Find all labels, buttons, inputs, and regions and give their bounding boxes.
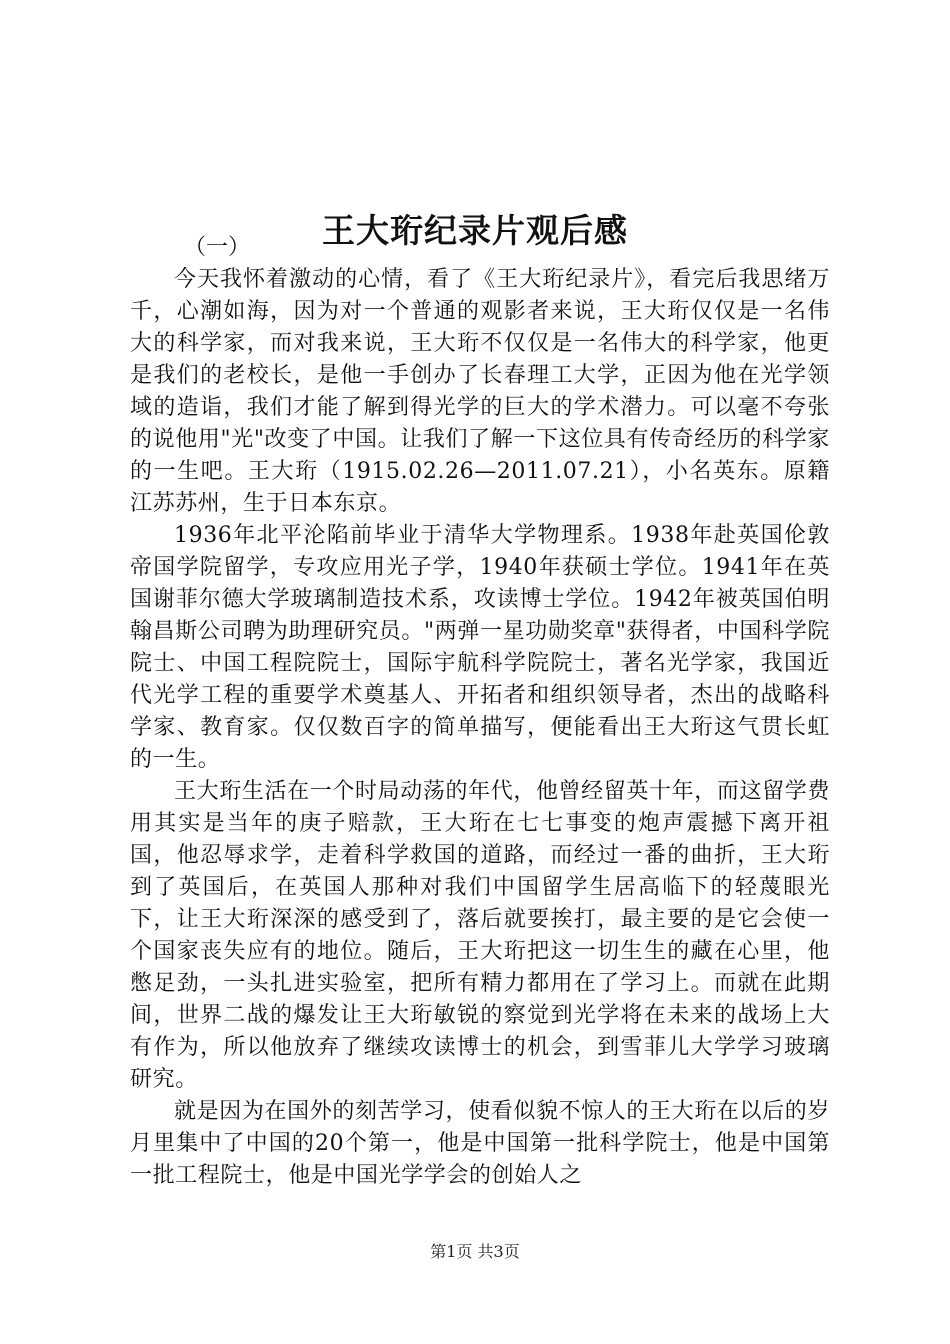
paragraph-2: 1936年北平沦陷前毕业于清华大学物理系。1938年赴英国伦敦帝国学院留学，专攻应用光子学，1940年获硕士学位。1941年在英国谢菲尔德大学玻璃制造技术系，攻读博士学位。1942年被英国伯明翰昌斯公司聘为助理研究员。"两弹一星功勋奖章"获得者，中国科学院院士、中国工程院院士，国际宇航科学院院士，著名光学家，我国近代光学工程的重要学术奠基人、开拓者和组织领导者，杰出的战略科学家、教育家。仅仅数百字的简单描写，便能看出王大珩这气贯长虹的一生。 (130, 523, 830, 772)
page-footer: 第1页 共3页 (430, 1242, 520, 1261)
paragraph-1: 今天我怀着激动的心情，看了《王大珩纪录片》，看完后我思绪万千，心潮如海，因为对一个普通的观影者来说，王大珩仅仅是一名伟大的科学家，而对我来说，王大珩不仅仅是一名伟大的科学家，他更是我们的老校长，是他一手创办了长春理工大学，正因为他在光学领域的造诣，我们才能了解到得光学的巨大的学术潜力。可以毫不夸张的说他用"光"改变了中国。让我们了解一下这位具有传奇经历的科学家的一生吧。王大珩（1915.02.26—2011.07.21），小名英东。原籍江苏苏州，生于日本东京。 (130, 267, 830, 516)
paragraph-3: 王大珩生活在一个时局动荡的年代，他曾经留英十年，而这留学费用其实是当年的庚子赔款，王大珩在七七事变的炮声震撼下离开祖国，他忍辱求学，走着科学救国的道路，而经过一番的曲折，王大珩到了英国后，在英国人那种对我们中国留学生居高临下的轻蔑眼光下，让王大珩深深的感受到了，落后就要挨打，最主要的是它会使一个国家丧失应有的地位。随后，王大珩把这一切生生的藏在心里，他憋足劲，一头扎进实验室，把所有精力都用在了学习上。而就在此期间，世界二战的爆发让王大珩敏锐的察觉到光学将在未来的战场上大有作为，所以他放弃了继续攻读博士的机会，到雪菲儿大学学习玻璃研究。 (130, 779, 830, 1092)
document-title: 王大珩纪录片观后感 (322, 211, 628, 251)
section-marker: （一） (184, 235, 251, 260)
document-body (130, 232, 830, 1192)
paragraph-4: 就是因为在国外的刻苦学习，使看似貌不惊人的王大珩在以后的岁月里集中了中国的20个第一，他是中国第一批科学院士，他是中国第一批工程院士，他是中国光学学会的创始人之 (130, 1099, 830, 1188)
